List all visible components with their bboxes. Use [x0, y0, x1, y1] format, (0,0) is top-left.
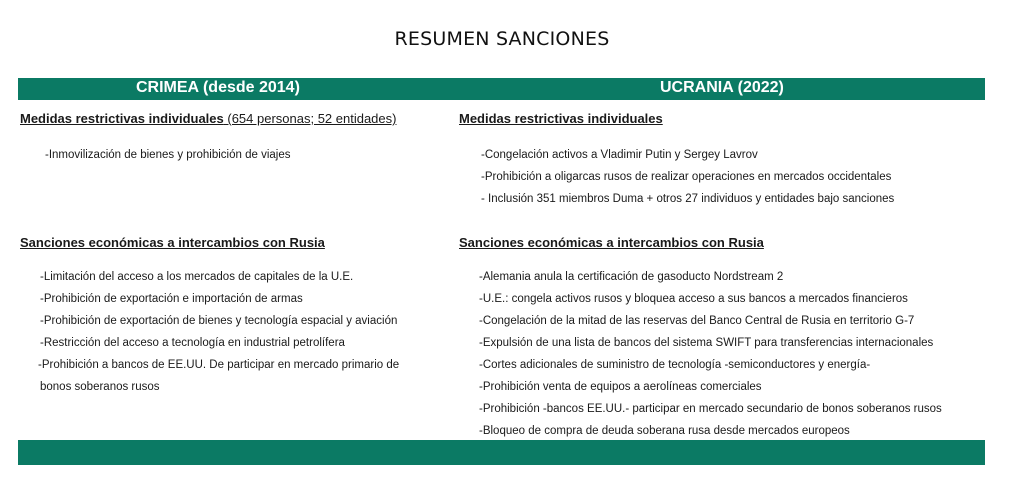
- list-item: -Prohibición de exportación e importación de armas: [40, 293, 303, 305]
- footer-bar: [18, 440, 985, 465]
- list-item: -Prohibición -bancos EE.UU.- participar en mercado secundario de bonos soberanos rusos: [479, 403, 942, 415]
- list-individual: [20, 144, 450, 166]
- column-header-ucrania: UCRANIA (2022): [660, 79, 784, 96]
- list-individual: [459, 144, 989, 210]
- section-heading-economic: [20, 234, 399, 252]
- column-ucrania: [459, 110, 989, 437]
- list-item: -Prohibición a oligarcas rusos de realizar operaciones en mercados occidentales: [481, 171, 892, 183]
- list-economic: [459, 266, 942, 442]
- list-item: -Cortes adicionales de suministro de tecnología -semiconductores y energía-: [479, 359, 871, 371]
- page-title: RESUMEN SANCIONES: [394, 28, 610, 50]
- list-item: -Restricción del acceso a tecnología en industrial petrolífera: [40, 337, 345, 349]
- list-item: -Alemania anula la certificación de gasoducto Nordstream 2: [479, 271, 784, 283]
- section-heading-text: Sanciones económicas a intercambios con Rusia: [20, 235, 325, 250]
- list-economic: [20, 266, 399, 398]
- list-item: -Inmovilización de bienes y prohibición de viajes: [45, 149, 291, 161]
- list-item-continuation: bonos soberanos rusos: [40, 381, 160, 393]
- list-item: -Prohibición venta de equipos a aerolíneas comerciales: [479, 381, 762, 393]
- list-item: -Prohibición a bancos de EE.UU. De participar en mercado primario de: [38, 359, 400, 371]
- section-heading-text: Medidas restrictivas individuales: [20, 111, 224, 126]
- list-item: -U.E.: congela activos rusos y bloquea acceso a sus bancos a mercados financieros: [479, 293, 908, 305]
- section-economic: [459, 234, 942, 442]
- column-crimea: [20, 110, 450, 393]
- header-bar: [18, 78, 985, 100]
- list-item: -Prohibición de exportación de bienes y tecnología espacial y aviación: [40, 315, 398, 327]
- section-heading-individual: [459, 110, 989, 128]
- section-heading-text: Medidas restrictivas individuales: [459, 111, 663, 126]
- list-item: -Bloqueo de compra de deuda soberana rusa desde mercados europeos: [479, 425, 850, 437]
- section-heading-text: Sanciones económicas a intercambios con Rusia: [459, 235, 764, 250]
- list-item: -Congelación de la mitad de las reservas del Banco Central de Rusia en territorio G-7: [479, 315, 915, 327]
- column-header-crimea: CRIMEA (desde 2014): [136, 79, 300, 96]
- list-item: -Limitación del acceso a los mercados de capitales de la U.E.: [40, 271, 354, 283]
- list-item: -Expulsión de una lista de bancos del sistema SWIFT para transferencias internacionales: [479, 337, 934, 349]
- section-economic: [20, 234, 399, 398]
- section-heading-note: (654 personas; 52 entidades): [223, 111, 397, 126]
- list-item: -Congelación activos a Vladimir Putin y Sergey Lavrov: [481, 149, 758, 161]
- list-item: - Inclusión 351 miembros Duma + otros 27 individuos y entidades bajo sanciones: [481, 193, 895, 205]
- section-heading-economic: [459, 234, 942, 252]
- section-heading-individual: [20, 110, 450, 128]
